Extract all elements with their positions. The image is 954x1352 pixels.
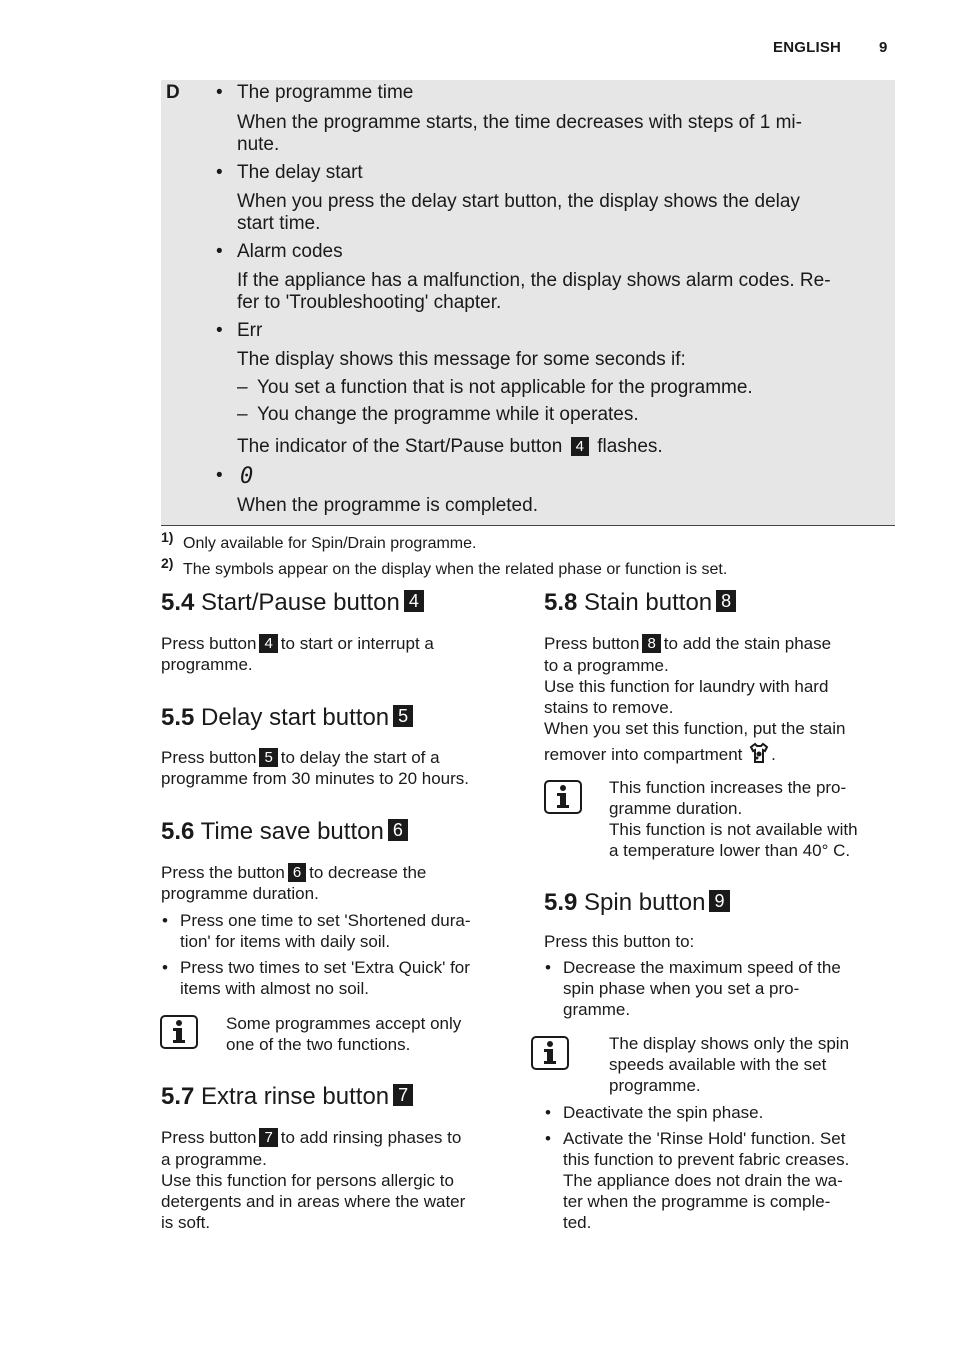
- info-note: Some programmes accept only one of the two functions.: [226, 1014, 462, 1054]
- header-language: ENGLISH: [773, 39, 842, 56]
- section-heading: [544, 889, 730, 917]
- paragraph: to a programme. Use this function for laundry with hard stains to remove. When you set this function, put the stain: [544, 656, 846, 738]
- button-number-box: 5: [259, 748, 277, 767]
- bullet: •: [216, 241, 223, 262]
- footnote-text: Only available for Spin/Drain programme.: [183, 535, 477, 552]
- paragraph-text: Press button: [544, 634, 640, 653]
- section-heading: [161, 704, 413, 732]
- info-note: This function increases the pro- gramme duration. This function is not available with a temperature lower than 40° C.: [609, 778, 858, 860]
- bullet: •: [162, 958, 168, 977]
- button-number-box: 9: [709, 890, 729, 912]
- bullet: •: [545, 958, 551, 977]
- section-number: 5.4: [161, 589, 195, 616]
- button-number-box: 8: [716, 590, 736, 612]
- sub-item: You set a function that is not applicable for the programme.: [257, 377, 753, 398]
- list-item: Decrease the maximum speed of the spin phase when you set a pro- gramme.: [563, 958, 841, 1019]
- paragraph-text: to add the stain phase: [663, 634, 832, 653]
- info-icon: [544, 780, 582, 814]
- section-number: 5.7: [161, 1083, 195, 1110]
- footnote-mark: 1): [161, 529, 174, 545]
- section-title: Extra rinse button: [201, 1083, 390, 1110]
- list-item: Press one time to set 'Shortened dura- tion' for items with daily soil.: [180, 911, 471, 951]
- button-number-box: 6: [288, 863, 306, 882]
- paragraph-text: to start or interrupt a: [280, 634, 434, 653]
- item-title: Alarm codes: [237, 241, 343, 262]
- section-number: 5.9: [544, 889, 578, 916]
- paragraph-text: to add rinsing phases to: [280, 1128, 462, 1147]
- paragraph-text: Press the button: [161, 863, 285, 882]
- paragraph: [161, 862, 521, 904]
- paragraph: a programme. Use this function for persons allergic to detergents and in areas where the water is soft.: [161, 1150, 466, 1232]
- bullet: •: [216, 320, 223, 341]
- item-description: The display shows this message for some seconds if:: [237, 349, 686, 370]
- footnote-mark: 2): [161, 555, 174, 571]
- bullet: •: [216, 82, 223, 103]
- info-note: The display shows only the spin speeds available with the set programme.: [609, 1034, 850, 1095]
- paragraph: [161, 633, 521, 675]
- indicator-note-text: flashes.: [597, 436, 663, 457]
- section-heading: [161, 818, 408, 846]
- paragraph-text: remover into compartment: [544, 745, 743, 764]
- info-icon: [160, 1015, 198, 1049]
- bullet: •: [545, 1129, 551, 1148]
- stain-compartment-icon: [747, 741, 771, 770]
- bullet: •: [216, 162, 223, 183]
- paragraph: [544, 741, 776, 770]
- paragraph: [544, 633, 904, 654]
- section-heading: [161, 1083, 413, 1111]
- section-number: 5.8: [544, 589, 578, 616]
- paragraph-text: Press button: [161, 1128, 257, 1147]
- paragraph-text: .: [771, 745, 776, 764]
- button-number-box: 4: [404, 590, 424, 612]
- button-number-box: 7: [259, 1128, 277, 1147]
- item-description: If the appliance has a malfunction, the display shows alarm codes. Re- fer to 'Troubleshooting' chapter.: [237, 270, 831, 313]
- button-number-box: 5: [393, 705, 413, 727]
- section-title: Time save button: [200, 818, 384, 845]
- paragraph-text: programme duration.: [161, 884, 319, 903]
- section-title: Delay start button: [201, 704, 390, 731]
- indicator-note: [237, 436, 663, 458]
- section-title: Stain button: [584, 589, 713, 616]
- paragraph-text: Press button: [161, 748, 257, 767]
- item-title: The delay start: [237, 162, 363, 183]
- sub-item: You change the programme while it operates.: [257, 404, 639, 425]
- paragraph-text: programme from 30 minutes to 20 hours.: [161, 769, 470, 788]
- paragraph: Press this button to:: [544, 932, 695, 951]
- row-label: D: [166, 82, 180, 103]
- list-item: Activate the 'Rinse Hold' function. Set this function to prevent fabric creases. The appliance does not drain the wa- ter when the programme is comple- ted.: [563, 1129, 850, 1232]
- bullet: •: [162, 911, 168, 930]
- paragraph: [161, 747, 531, 789]
- bullet: •: [545, 1103, 551, 1122]
- indicator-note-text: The indicator of the Start/Pause button: [237, 436, 563, 457]
- list-item: Deactivate the spin phase.: [563, 1103, 764, 1122]
- item-description: When the programme starts, the time decreases with steps of 1 mi- nute.: [237, 112, 802, 155]
- section-title: Spin button: [584, 889, 706, 916]
- footnote-text: The symbols appear on the display when the related phase or function is set.: [183, 561, 728, 578]
- button-number-box: 8: [642, 634, 660, 653]
- info-icon: [531, 1036, 569, 1070]
- page-number: 9: [879, 39, 888, 56]
- button-number-box: 6: [388, 819, 408, 841]
- item-title: Err: [237, 320, 263, 341]
- paragraph: [161, 1127, 526, 1148]
- paragraph-text: Press button: [161, 634, 257, 653]
- display-zero-symbol: 0: [240, 464, 254, 489]
- dash: –: [237, 404, 248, 425]
- button-number-box: 4: [571, 437, 589, 456]
- bullet: •: [216, 465, 223, 486]
- paragraph-text: to decrease the: [309, 863, 427, 882]
- button-number-box: 7: [393, 1084, 413, 1106]
- section-number: 5.5: [161, 704, 195, 731]
- item-description: When you press the delay start button, the display shows the delay start time.: [237, 191, 800, 234]
- section-title: Start/Pause button: [201, 589, 400, 616]
- item-description: When the programme is completed.: [237, 495, 538, 516]
- item-title: The programme time: [237, 82, 414, 103]
- section-heading: [544, 589, 736, 617]
- section-number: 5.6: [161, 818, 195, 845]
- section-heading: [161, 589, 424, 617]
- button-number-box: 4: [259, 634, 277, 653]
- dash: –: [237, 377, 248, 398]
- paragraph-text: to delay the start of a: [280, 748, 440, 767]
- paragraph-text: programme.: [161, 655, 253, 674]
- list-item: Press two times to set 'Extra Quick' for items with almost no soil.: [180, 958, 470, 998]
